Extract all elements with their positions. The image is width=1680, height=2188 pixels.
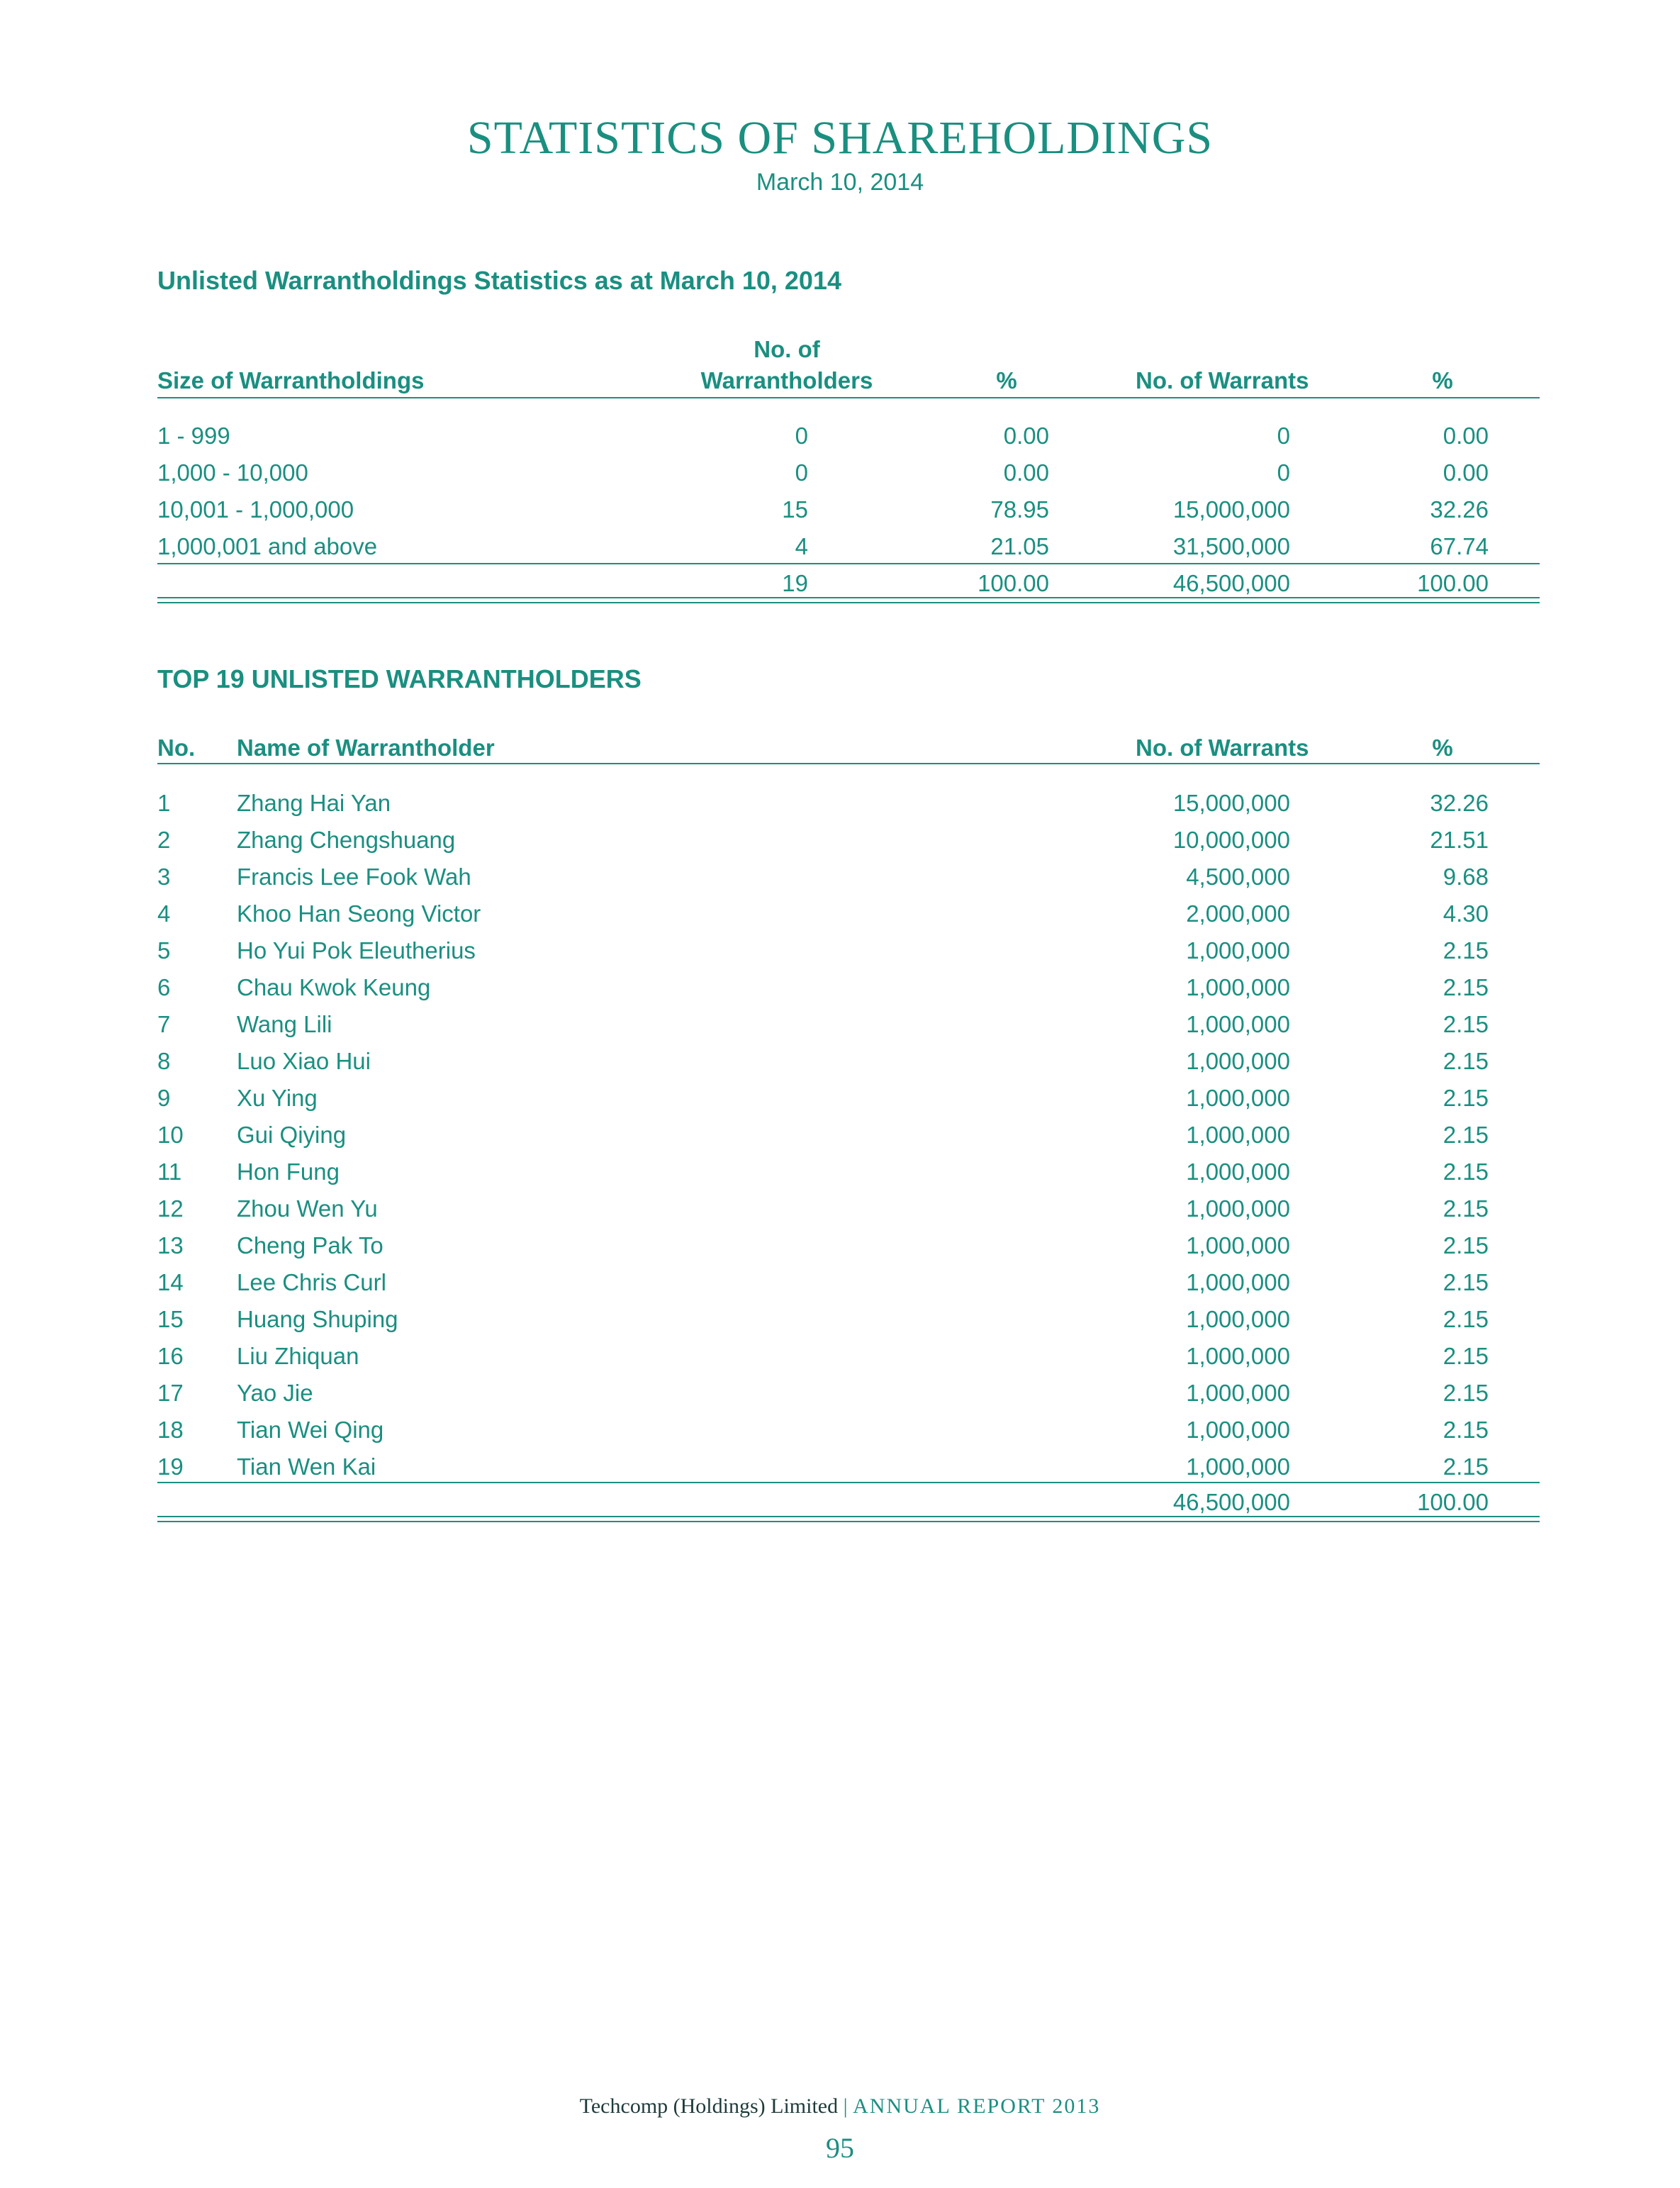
holder-warrants-cell: 1,000,000 <box>1186 1417 1290 1443</box>
holder-pct-cell: 4.30 <box>1443 900 1489 927</box>
holder-warrants-cell: 1,000,000 <box>1186 1048 1290 1074</box>
page-number: 95 <box>826 2132 854 2164</box>
holder-no-cell: 16 <box>157 1343 184 1369</box>
stats-heading: Unlisted Warrantholdings Statistics as at March 10, 2014 <box>157 266 841 295</box>
holder-warrants-cell: 1,000,000 <box>1186 1269 1290 1295</box>
stats-double-rule <box>157 597 1540 603</box>
holder-name-cell: Lee Chris Curl <box>237 1269 386 1295</box>
holder-pct-cell: 2.15 <box>1443 1306 1489 1332</box>
holder-pct-cell: 2.15 <box>1443 1159 1489 1185</box>
holder-pct-cell: 2.15 <box>1443 1380 1489 1406</box>
holder-name-cell: Ho Yui Pok Eleutherius <box>237 937 476 964</box>
stats-holders-cell: 15 <box>782 496 808 523</box>
holder-name-cell: Tian Wei Qing <box>237 1417 384 1443</box>
holder-name-cell: Hon Fung <box>237 1159 340 1185</box>
holder-warrants-cell: 1,000,000 <box>1186 937 1290 964</box>
stats-total-pct2: 100.00 <box>1417 570 1489 596</box>
stats-size-cell: 1,000,001 and above <box>157 533 378 559</box>
holder-no-cell: 13 <box>157 1232 184 1258</box>
stats-holders-cell: 0 <box>795 459 808 486</box>
top-header-warrants: No. of Warrants <box>1136 735 1309 761</box>
holder-pct-cell: 2.15 <box>1443 1453 1489 1480</box>
page-title: STATISTICS OF SHAREHOLDINGS <box>466 112 1214 164</box>
holder-warrants-cell: 1,000,000 <box>1186 1011 1290 1037</box>
top-header-rule <box>157 763 1540 764</box>
holder-warrants-cell: 1,000,000 <box>1186 1343 1290 1369</box>
stats-size-cell: 1 - 999 <box>157 423 230 449</box>
stats-header-pct2: % <box>1432 367 1453 393</box>
stats-header-pct1: % <box>996 367 1017 393</box>
stats-header-holders-line2: Warrantholders <box>700 367 873 393</box>
holder-warrants-cell: 1,000,000 <box>1186 1085 1290 1111</box>
holder-pct-cell: 2.15 <box>1443 1232 1489 1258</box>
holder-pct-cell: 21.51 <box>1430 827 1489 853</box>
holder-pct-cell: 2.15 <box>1443 1122 1489 1148</box>
footer-separator: | <box>843 2094 848 2118</box>
holder-no-cell: 12 <box>157 1195 184 1222</box>
stats-header-holders-line1: No. of <box>754 336 820 362</box>
holder-no-cell: 11 <box>157 1159 182 1185</box>
holder-pct-cell: 2.15 <box>1443 1269 1489 1295</box>
stats-total-rule <box>157 563 1540 564</box>
holder-name-cell: Luo Xiao Hui <box>237 1048 371 1074</box>
holder-pct-cell: 2.15 <box>1443 1048 1489 1074</box>
holder-name-cell: Cheng Pak To <box>237 1232 383 1258</box>
top-double-rule <box>157 1516 1540 1522</box>
stats-pct2-cell: 0.00 <box>1443 423 1489 449</box>
holder-warrants-cell: 1,000,000 <box>1186 1122 1290 1148</box>
holder-name-cell: Xu Ying <box>237 1085 318 1111</box>
stats-header-warrants: No. of Warrants <box>1136 367 1309 393</box>
holder-pct-cell: 2.15 <box>1443 1417 1489 1443</box>
stats-pct1-cell: 0.00 <box>1003 423 1049 449</box>
top-header-name: Name of Warrantholder <box>237 735 495 761</box>
stats-holders-cell: 4 <box>795 533 808 559</box>
holder-no-cell: 14 <box>157 1269 184 1295</box>
stats-pct2-cell: 0.00 <box>1443 459 1489 486</box>
holder-no-cell: 6 <box>157 974 171 1000</box>
holder-pct-cell: 2.15 <box>1443 1011 1489 1037</box>
footer-report: ANNUAL REPORT 2013 <box>853 2094 1101 2118</box>
holder-pct-cell: 2.15 <box>1443 1343 1489 1369</box>
holder-no-cell: 8 <box>157 1048 171 1074</box>
stats-pct2-cell: 67.74 <box>1430 533 1489 559</box>
holder-name-cell: Khoo Han Seong Victor <box>237 900 481 927</box>
stats-total-warrants: 46,500,000 <box>1172 570 1290 596</box>
stats-total-holders: 19 <box>782 570 808 596</box>
stats-size-cell: 10,001 - 1,000,000 <box>157 496 354 523</box>
stats-pct1-cell: 21.05 <box>990 533 1049 559</box>
holder-no-cell: 10 <box>157 1122 184 1148</box>
holder-no-cell: 5 <box>157 937 171 964</box>
holder-name-cell: Zhang Hai Yan <box>237 790 391 816</box>
top-total-warrants: 46,500,000 <box>1172 1489 1290 1515</box>
stats-pct1-cell: 0.00 <box>1003 459 1049 486</box>
stats-warrants-cell: 0 <box>1277 423 1290 449</box>
holder-warrants-cell: 1,000,000 <box>1186 1380 1290 1406</box>
holder-name-cell: Tian Wen Kai <box>237 1453 376 1480</box>
holder-warrants-cell: 4,500,000 <box>1186 864 1290 890</box>
holder-name-cell: Zhang Chengshuang <box>237 827 456 853</box>
holder-name-cell: Francis Lee Fook Wah <box>237 864 471 890</box>
holder-pct-cell: 2.15 <box>1443 1085 1489 1111</box>
holder-name-cell: Gui Qiying <box>237 1122 347 1148</box>
holder-pct-cell: 32.26 <box>1430 790 1489 816</box>
top-total-pct: 100.00 <box>1417 1489 1489 1515</box>
holder-warrants-cell: 1,000,000 <box>1186 1195 1290 1222</box>
holder-no-cell: 19 <box>157 1453 184 1480</box>
holder-name-cell: Yao Jie <box>237 1380 313 1406</box>
holder-name-cell: Wang Lili <box>237 1011 332 1037</box>
holder-name-cell: Chau Kwok Keung <box>237 974 431 1000</box>
stats-pct2-cell: 32.26 <box>1430 496 1489 523</box>
holder-no-cell: 2 <box>157 827 171 853</box>
holder-no-cell: 1 <box>157 790 171 816</box>
holder-no-cell: 4 <box>157 900 171 927</box>
holder-name-cell: Huang Shuping <box>237 1306 398 1332</box>
holder-no-cell: 15 <box>157 1306 184 1332</box>
stats-warrants-cell: 0 <box>1277 459 1290 486</box>
holder-warrants-cell: 1,000,000 <box>1186 1453 1290 1480</box>
holder-no-cell: 7 <box>157 1011 171 1037</box>
stats-holders-cell: 0 <box>795 423 808 449</box>
stats-warrants-cell: 15,000,000 <box>1172 496 1290 523</box>
top-header-no: No. <box>157 735 196 761</box>
page-footer <box>0 2096 1680 2117</box>
stats-header-rule <box>157 397 1540 398</box>
holder-warrants-cell: 15,000,000 <box>1172 790 1290 816</box>
holder-name-cell: Liu Zhiquan <box>237 1343 359 1369</box>
holder-no-cell: 17 <box>157 1380 184 1406</box>
page-subtitle: March 10, 2014 <box>756 169 924 196</box>
holder-no-cell: 3 <box>157 864 171 890</box>
stats-total-pct1: 100.00 <box>978 570 1049 596</box>
holder-warrants-cell: 1,000,000 <box>1186 1232 1290 1258</box>
holder-warrants-cell: 1,000,000 <box>1186 974 1290 1000</box>
top-heading: TOP 19 UNLISTED WARRANTHOLDERS <box>157 664 642 693</box>
holder-pct-cell: 2.15 <box>1443 937 1489 964</box>
stats-warrants-cell: 31,500,000 <box>1172 533 1290 559</box>
holder-no-cell: 18 <box>157 1417 184 1443</box>
holder-pct-cell: 2.15 <box>1443 974 1489 1000</box>
holder-warrants-cell: 2,000,000 <box>1186 900 1290 927</box>
holder-no-cell: 9 <box>157 1085 171 1111</box>
holder-pct-cell: 9.68 <box>1443 864 1489 890</box>
holder-pct-cell: 2.15 <box>1443 1195 1489 1222</box>
stats-header-size: Size of Warrantholdings <box>157 367 425 393</box>
stats-size-cell: 1,000 - 10,000 <box>157 459 308 486</box>
stats-pct1-cell: 78.95 <box>990 496 1049 523</box>
holder-name-cell: Zhou Wen Yu <box>237 1195 378 1222</box>
holder-warrants-cell: 1,000,000 <box>1186 1306 1290 1332</box>
holder-warrants-cell: 1,000,000 <box>1186 1159 1290 1185</box>
top-header-pct: % <box>1432 735 1453 761</box>
top-total-rule <box>157 1482 1540 1483</box>
footer-company: Techcomp (Holdings) Limited <box>579 2094 839 2118</box>
holder-warrants-cell: 10,000,000 <box>1172 827 1290 853</box>
